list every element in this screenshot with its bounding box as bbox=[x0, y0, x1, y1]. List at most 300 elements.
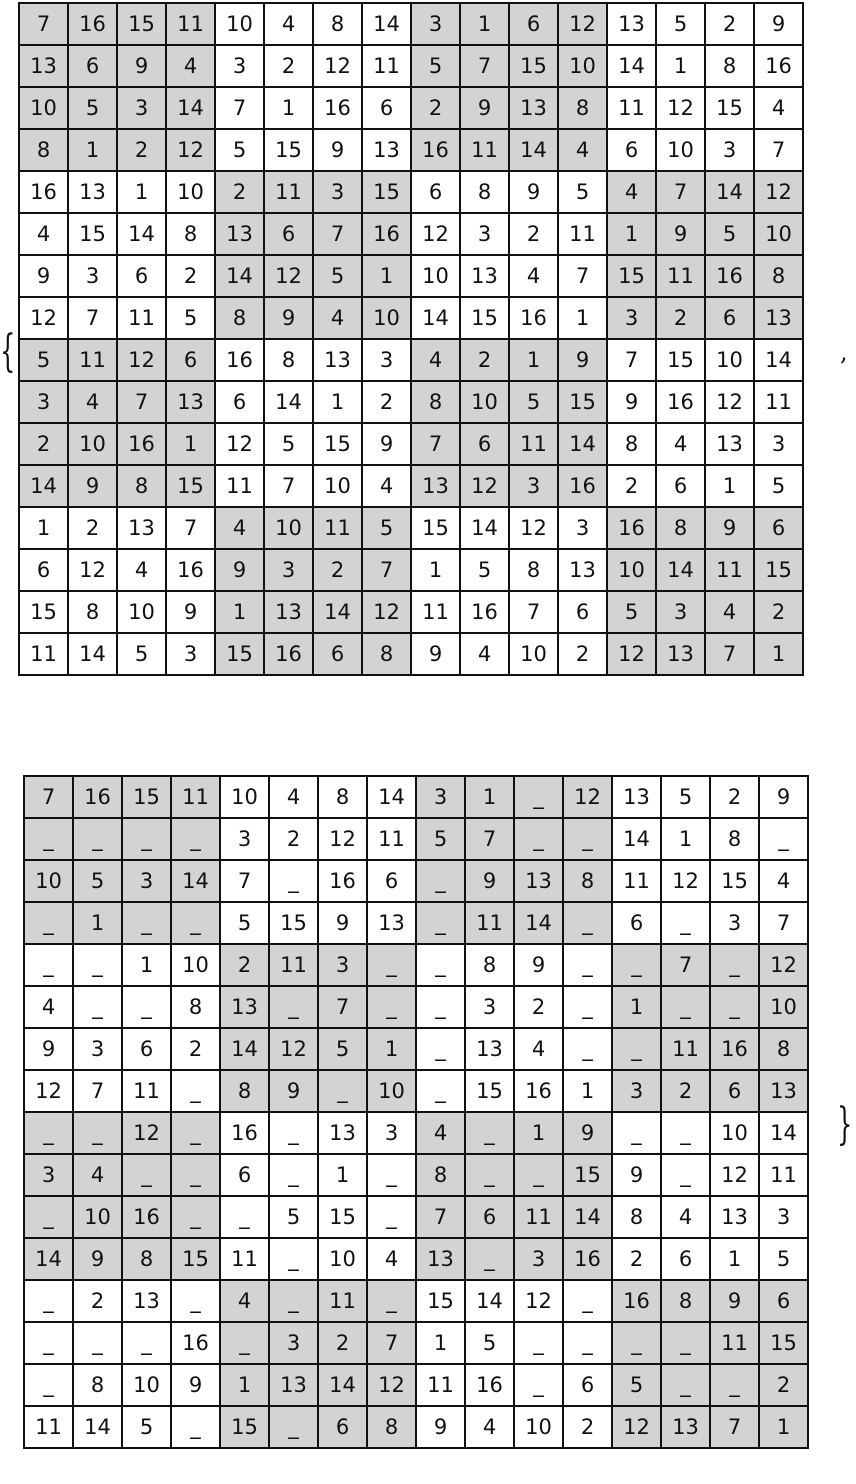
grid-cell: 1 bbox=[563, 1070, 612, 1112]
grid-cell: 11 bbox=[117, 297, 166, 339]
grid-row bbox=[24, 1364, 808, 1406]
open-brace: { bbox=[0, 326, 16, 377]
grid-cell: 4 bbox=[24, 986, 73, 1028]
grid-cell: 2 bbox=[563, 1406, 612, 1448]
grid-cell: 5 bbox=[269, 1196, 318, 1238]
grid-cell: 3 bbox=[68, 255, 117, 297]
grid-cell: 2 bbox=[73, 1280, 122, 1322]
grid-cell: _ bbox=[24, 1280, 73, 1322]
grid-cell: 5 bbox=[318, 1028, 367, 1070]
grid-cell: 14 bbox=[24, 1238, 73, 1280]
grid-cell: 4 bbox=[661, 1196, 710, 1238]
grid-cell: 16 bbox=[117, 423, 166, 465]
grid-cell: _ bbox=[612, 1112, 661, 1154]
grid-cell: 8 bbox=[171, 986, 220, 1028]
grid-cell: 7 bbox=[460, 45, 509, 87]
grid-cell: 9 bbox=[264, 297, 313, 339]
grid-cell: 12 bbox=[710, 1154, 759, 1196]
grid-cell: 3 bbox=[416, 776, 465, 818]
grid-cell: 12 bbox=[166, 129, 215, 171]
grid-row bbox=[19, 465, 803, 507]
grid-cell: 11 bbox=[661, 1028, 710, 1070]
grid-cell: 12 bbox=[264, 255, 313, 297]
grid-cell: _ bbox=[563, 986, 612, 1028]
grid-cell: 14 bbox=[215, 255, 264, 297]
grid-cell: _ bbox=[661, 986, 710, 1028]
grid-cell: 2 bbox=[215, 171, 264, 213]
grid-cell: 9 bbox=[656, 213, 705, 255]
grid-cell: 15 bbox=[171, 1238, 220, 1280]
grid-cell: 3 bbox=[117, 87, 166, 129]
grid-cell: 10 bbox=[514, 1406, 563, 1448]
grid-cell: 5 bbox=[558, 171, 607, 213]
grid-cell: _ bbox=[661, 1112, 710, 1154]
grid-cell: 7 bbox=[710, 1406, 759, 1448]
grid-cell: 8 bbox=[411, 381, 460, 423]
grid-cell: 11 bbox=[171, 776, 220, 818]
grid-cell: 9 bbox=[465, 860, 514, 902]
grid-cell: 14 bbox=[166, 87, 215, 129]
grid-cell: 3 bbox=[318, 944, 367, 986]
grid-cell: 13 bbox=[215, 213, 264, 255]
grid-cell: 3 bbox=[264, 549, 313, 591]
grid-cell: 8 bbox=[117, 465, 166, 507]
grid-cell: 10 bbox=[73, 1196, 122, 1238]
grid-cell: _ bbox=[514, 1154, 563, 1196]
grid-row bbox=[24, 1322, 808, 1364]
grid-cell: 11 bbox=[269, 944, 318, 986]
grid-cell: 5 bbox=[509, 381, 558, 423]
grid-cell: 13 bbox=[264, 591, 313, 633]
grid-cell: 8 bbox=[318, 776, 367, 818]
grid-cell: 12 bbox=[411, 213, 460, 255]
grid-cell: _ bbox=[465, 1238, 514, 1280]
grid-cell: 11 bbox=[416, 1364, 465, 1406]
grid-cell: 14 bbox=[19, 465, 68, 507]
grid-cell: 15 bbox=[264, 129, 313, 171]
grid-cell: 8 bbox=[73, 1364, 122, 1406]
grid-cell: 7 bbox=[117, 381, 166, 423]
grid-cell: 2 bbox=[612, 1238, 661, 1280]
grid-cell: 8 bbox=[367, 1406, 416, 1448]
grid-cell: 9 bbox=[710, 1280, 759, 1322]
grid-cell: 2 bbox=[19, 423, 68, 465]
grid-cell: 3 bbox=[220, 818, 269, 860]
grid-cell: 3 bbox=[509, 465, 558, 507]
grid-cell: 1 bbox=[367, 1028, 416, 1070]
grid-cell: 16 bbox=[73, 776, 122, 818]
grid-cell: 15 bbox=[220, 1406, 269, 1448]
grid-cell: 13 bbox=[509, 87, 558, 129]
grid-cell: _ bbox=[367, 986, 416, 1028]
grid-cell: 4 bbox=[509, 255, 558, 297]
grid-cell: 10 bbox=[166, 171, 215, 213]
grid-cell: 10 bbox=[411, 255, 460, 297]
grid-cell: 4 bbox=[607, 171, 656, 213]
grid-cell: 11 bbox=[264, 171, 313, 213]
grid-cell: 7 bbox=[68, 297, 117, 339]
grid-cell: _ bbox=[367, 1280, 416, 1322]
grid-cell: 14 bbox=[220, 1028, 269, 1070]
grid-cell: 14 bbox=[68, 633, 117, 675]
grid-cell: 11 bbox=[607, 87, 656, 129]
grid-cell: 1 bbox=[68, 129, 117, 171]
grid-cell: 6 bbox=[19, 549, 68, 591]
grid-cell: 13 bbox=[754, 297, 803, 339]
grid-cell: 1 bbox=[558, 297, 607, 339]
grid-cell: _ bbox=[171, 902, 220, 944]
grid-cell: 9 bbox=[607, 381, 656, 423]
grid-cell: 12 bbox=[362, 591, 411, 633]
grid-cell: 1 bbox=[264, 87, 313, 129]
grid-cell: 9 bbox=[215, 549, 264, 591]
grid-cell: 15 bbox=[460, 297, 509, 339]
grid-cell: 1 bbox=[416, 1322, 465, 1364]
grid-row bbox=[19, 507, 803, 549]
grid-cell: _ bbox=[171, 1196, 220, 1238]
grid-cell: 16 bbox=[509, 297, 558, 339]
grid-cell: 1 bbox=[166, 423, 215, 465]
grid-cell: _ bbox=[612, 1028, 661, 1070]
grid-cell: 12 bbox=[313, 45, 362, 87]
grid-cell: _ bbox=[661, 1364, 710, 1406]
grid-cell: _ bbox=[416, 860, 465, 902]
grid-cell: 6 bbox=[313, 633, 362, 675]
grid-cell: 7 bbox=[607, 339, 656, 381]
grid-cell: 7 bbox=[220, 860, 269, 902]
grid-cell: 9 bbox=[318, 902, 367, 944]
sudoku-grid-puzzle bbox=[23, 775, 809, 1449]
grid-cell: 9 bbox=[563, 1112, 612, 1154]
grid-cell: _ bbox=[122, 986, 171, 1028]
grid-cell: 15 bbox=[117, 3, 166, 45]
grid-cell: 10 bbox=[19, 87, 68, 129]
grid-cell: 13 bbox=[514, 860, 563, 902]
grid-cell: 16 bbox=[411, 129, 460, 171]
grid-cell: 4 bbox=[220, 1280, 269, 1322]
grid-cell: 15 bbox=[563, 1154, 612, 1196]
grid-cell: _ bbox=[563, 944, 612, 986]
grid-cell: 8 bbox=[558, 87, 607, 129]
grid-cell: 6 bbox=[465, 1196, 514, 1238]
grid-row bbox=[19, 297, 803, 339]
grid-cell: 11 bbox=[754, 381, 803, 423]
grid-row bbox=[19, 45, 803, 87]
grid-cell: 16 bbox=[264, 633, 313, 675]
grid-cell: 5 bbox=[661, 776, 710, 818]
grid-cell: 6 bbox=[661, 1238, 710, 1280]
grid-cell: 10 bbox=[122, 1364, 171, 1406]
grid-row bbox=[24, 1112, 808, 1154]
grid-cell: 2 bbox=[661, 1070, 710, 1112]
grid-cell: 14 bbox=[362, 3, 411, 45]
grid-cell: 2 bbox=[171, 1028, 220, 1070]
grid-cell: 13 bbox=[313, 339, 362, 381]
grid-cell: 6 bbox=[509, 3, 558, 45]
grid-cell: 14 bbox=[759, 1112, 808, 1154]
grid-cell: _ bbox=[563, 1322, 612, 1364]
grid-cell: 7 bbox=[367, 1322, 416, 1364]
grid-cell: 3 bbox=[24, 1154, 73, 1196]
grid-cell: 16 bbox=[215, 339, 264, 381]
grid-cell: 10 bbox=[509, 633, 558, 675]
grid-cell: 12 bbox=[367, 1364, 416, 1406]
grid-cell: _ bbox=[318, 1070, 367, 1112]
grid-cell: 16 bbox=[656, 381, 705, 423]
grid-cell: 8 bbox=[460, 171, 509, 213]
grid-cell: 7 bbox=[215, 87, 264, 129]
grid-cell: 16 bbox=[607, 507, 656, 549]
grid-row bbox=[24, 1238, 808, 1280]
grid-row bbox=[19, 171, 803, 213]
grid-cell: _ bbox=[73, 986, 122, 1028]
grid-cell: 7 bbox=[661, 944, 710, 986]
grid-cell: 9 bbox=[68, 465, 117, 507]
grid-cell: 2 bbox=[607, 465, 656, 507]
grid-cell: 12 bbox=[68, 549, 117, 591]
grid-cell: 6 bbox=[710, 1070, 759, 1112]
grid-cell: 10 bbox=[705, 339, 754, 381]
grid-cell: 13 bbox=[416, 1238, 465, 1280]
grid-row bbox=[19, 549, 803, 591]
grid-cell: 3 bbox=[710, 902, 759, 944]
grid-cell: 14 bbox=[563, 1196, 612, 1238]
grid-cell: 9 bbox=[460, 87, 509, 129]
grid-cell: 7 bbox=[465, 818, 514, 860]
grid-cell: 16 bbox=[514, 1070, 563, 1112]
grid-cell: 4 bbox=[460, 633, 509, 675]
grid-cell: 6 bbox=[558, 591, 607, 633]
grid-cell: 11 bbox=[166, 3, 215, 45]
grid-cell: 7 bbox=[166, 507, 215, 549]
grid-cell: 3 bbox=[313, 171, 362, 213]
grid-cell: 8 bbox=[612, 1196, 661, 1238]
grid-cell: 11 bbox=[509, 423, 558, 465]
grid-cell: 1 bbox=[705, 465, 754, 507]
grid-cell: 7 bbox=[411, 423, 460, 465]
grid-cell: 13 bbox=[661, 1406, 710, 1448]
grid-cell: 13 bbox=[68, 171, 117, 213]
grid-cell: 11 bbox=[460, 129, 509, 171]
grid-cell: 8 bbox=[509, 549, 558, 591]
grid-cell: 15 bbox=[759, 1322, 808, 1364]
grid-cell: 4 bbox=[705, 591, 754, 633]
grid-cell: 1 bbox=[122, 944, 171, 986]
grid-cell: 16 bbox=[612, 1280, 661, 1322]
grid-cell: 1 bbox=[465, 776, 514, 818]
grid-cell: 13 bbox=[122, 1280, 171, 1322]
grid-cell: 4 bbox=[117, 549, 166, 591]
grid-row bbox=[19, 255, 803, 297]
grid-cell: 13 bbox=[460, 255, 509, 297]
grid-cell: 13 bbox=[220, 986, 269, 1028]
grid-cell: 8 bbox=[166, 213, 215, 255]
grid-cell: 13 bbox=[19, 45, 68, 87]
grid-cell: 14 bbox=[754, 339, 803, 381]
grid-cell: 11 bbox=[215, 465, 264, 507]
grid-cell: _ bbox=[514, 776, 563, 818]
grid-cell: 15 bbox=[607, 255, 656, 297]
grid-cell: 7 bbox=[509, 591, 558, 633]
grid-cell: 7 bbox=[73, 1070, 122, 1112]
grid-cell: _ bbox=[24, 1364, 73, 1406]
grid-cell: 2 bbox=[705, 3, 754, 45]
grid-cell: 15 bbox=[411, 507, 460, 549]
grid-cell: 2 bbox=[514, 986, 563, 1028]
grid-cell: 8 bbox=[656, 507, 705, 549]
grid-cell: 11 bbox=[710, 1322, 759, 1364]
grid-cell: 2 bbox=[166, 255, 215, 297]
grid-cell: _ bbox=[465, 1112, 514, 1154]
grid-cell: 12 bbox=[19, 297, 68, 339]
grid-cell: 1 bbox=[661, 818, 710, 860]
grid-cell: 16 bbox=[705, 255, 754, 297]
grid-row bbox=[24, 1406, 808, 1448]
grid-cell: 8 bbox=[215, 297, 264, 339]
grid-cell: 1 bbox=[73, 902, 122, 944]
grid-cell: 9 bbox=[558, 339, 607, 381]
grid-cell: 16 bbox=[313, 87, 362, 129]
grid-cell: 15 bbox=[558, 381, 607, 423]
grid-cell: 7 bbox=[416, 1196, 465, 1238]
grid-cell: 8 bbox=[759, 1028, 808, 1070]
grid-cell: _ bbox=[563, 818, 612, 860]
grid-cell: 8 bbox=[362, 633, 411, 675]
grid-cell: 15 bbox=[465, 1070, 514, 1112]
grid-cell: _ bbox=[24, 1196, 73, 1238]
grid-cell: _ bbox=[514, 1322, 563, 1364]
grid-cell: 6 bbox=[759, 1280, 808, 1322]
grid-cell: 11 bbox=[313, 507, 362, 549]
grid-cell: 16 bbox=[68, 3, 117, 45]
grid-cell: 5 bbox=[73, 860, 122, 902]
grid-cell: 6 bbox=[460, 423, 509, 465]
grid-row bbox=[19, 591, 803, 633]
grid-cell: 6 bbox=[166, 339, 215, 381]
grid-cell: 13 bbox=[710, 1196, 759, 1238]
grid-cell: 2 bbox=[460, 339, 509, 381]
grid-cell: 5 bbox=[313, 255, 362, 297]
grid-cell: 11 bbox=[362, 45, 411, 87]
grid-cell: 6 bbox=[215, 381, 264, 423]
grid-cell: 9 bbox=[73, 1238, 122, 1280]
grid-cell: 12 bbox=[754, 171, 803, 213]
grid-cell: _ bbox=[612, 944, 661, 986]
grid-cell: 4 bbox=[269, 776, 318, 818]
grid-cell: _ bbox=[465, 1154, 514, 1196]
grid-cell: 1 bbox=[362, 255, 411, 297]
grid-cell: 1 bbox=[117, 171, 166, 213]
grid-cell: _ bbox=[73, 944, 122, 986]
grid-cell: 5 bbox=[759, 1238, 808, 1280]
grid-cell: 8 bbox=[607, 423, 656, 465]
grid-cell: 3 bbox=[656, 591, 705, 633]
grid-cell: 15 bbox=[269, 902, 318, 944]
grid-cell: 16 bbox=[220, 1112, 269, 1154]
grid-cell: 13 bbox=[166, 381, 215, 423]
grid-cell: _ bbox=[563, 902, 612, 944]
grid-cell: 1 bbox=[215, 591, 264, 633]
grid-cell: _ bbox=[171, 1280, 220, 1322]
grid-cell: 6 bbox=[563, 1364, 612, 1406]
grid-cell: 3 bbox=[514, 1238, 563, 1280]
grid-cell: 15 bbox=[318, 1196, 367, 1238]
grid-row bbox=[19, 381, 803, 423]
grid-row bbox=[24, 818, 808, 860]
grid-cell: 7 bbox=[558, 255, 607, 297]
grid-cell: 4 bbox=[558, 129, 607, 171]
grid-cell: 14 bbox=[612, 818, 661, 860]
grid-cell: 13 bbox=[558, 549, 607, 591]
grid-cell: 11 bbox=[465, 902, 514, 944]
grid-cell: 5 bbox=[362, 507, 411, 549]
grid-cell: _ bbox=[563, 1280, 612, 1322]
grid-cell: _ bbox=[269, 986, 318, 1028]
grid-cell: 11 bbox=[514, 1196, 563, 1238]
grid-cell: 15 bbox=[416, 1280, 465, 1322]
grid-cell: 5 bbox=[215, 129, 264, 171]
grid-cell: _ bbox=[563, 1028, 612, 1070]
grid-cell: 4 bbox=[19, 213, 68, 255]
grid-cell: 8 bbox=[661, 1280, 710, 1322]
grid-cell: 16 bbox=[563, 1238, 612, 1280]
grid-row bbox=[19, 213, 803, 255]
grid-cell: 1 bbox=[754, 633, 803, 675]
grid-cell: _ bbox=[122, 1322, 171, 1364]
grid-cell: 2 bbox=[754, 591, 803, 633]
grid-cell: 9 bbox=[24, 1028, 73, 1070]
grid-cell: _ bbox=[416, 1070, 465, 1112]
grid-cell: 10 bbox=[460, 381, 509, 423]
grid-cell: 15 bbox=[362, 171, 411, 213]
grid-cell: 2 bbox=[710, 776, 759, 818]
grid-cell: 6 bbox=[362, 87, 411, 129]
grid-cell: 6 bbox=[607, 129, 656, 171]
grid-cell: _ bbox=[661, 1154, 710, 1196]
grid-cell: 3 bbox=[367, 1112, 416, 1154]
grid-cell: 3 bbox=[215, 45, 264, 87]
grid-cell: _ bbox=[269, 1280, 318, 1322]
grid-cell: 12 bbox=[661, 860, 710, 902]
grid-cell: _ bbox=[122, 1154, 171, 1196]
grid-cell: 4 bbox=[362, 465, 411, 507]
grid-cell: 14 bbox=[171, 860, 220, 902]
grid-cell: 8 bbox=[754, 255, 803, 297]
grid-cell: 9 bbox=[754, 3, 803, 45]
grid-cell: 2 bbox=[117, 129, 166, 171]
grid-cell: 4 bbox=[68, 381, 117, 423]
grid-cell: 5 bbox=[68, 87, 117, 129]
grid-cell: _ bbox=[269, 1112, 318, 1154]
grid-cell: _ bbox=[269, 1406, 318, 1448]
grid-cell: 2 bbox=[558, 633, 607, 675]
grid-cell: 5 bbox=[612, 1364, 661, 1406]
grid-cell: 14 bbox=[465, 1280, 514, 1322]
grid-cell: 10 bbox=[24, 860, 73, 902]
grid-cell: _ bbox=[269, 1154, 318, 1196]
grid-cell: 12 bbox=[122, 1112, 171, 1154]
grid-cell: 12 bbox=[460, 465, 509, 507]
grid-cell: _ bbox=[220, 1322, 269, 1364]
grid-cell: 6 bbox=[411, 171, 460, 213]
grid-cell: 11 bbox=[705, 549, 754, 591]
grid-cell: 3 bbox=[460, 213, 509, 255]
grid-cell: _ bbox=[612, 1322, 661, 1364]
grid-cell: 3 bbox=[705, 129, 754, 171]
grid-cell: 10 bbox=[171, 944, 220, 986]
close-brace: } bbox=[837, 1099, 853, 1150]
grid-cell: 13 bbox=[656, 633, 705, 675]
